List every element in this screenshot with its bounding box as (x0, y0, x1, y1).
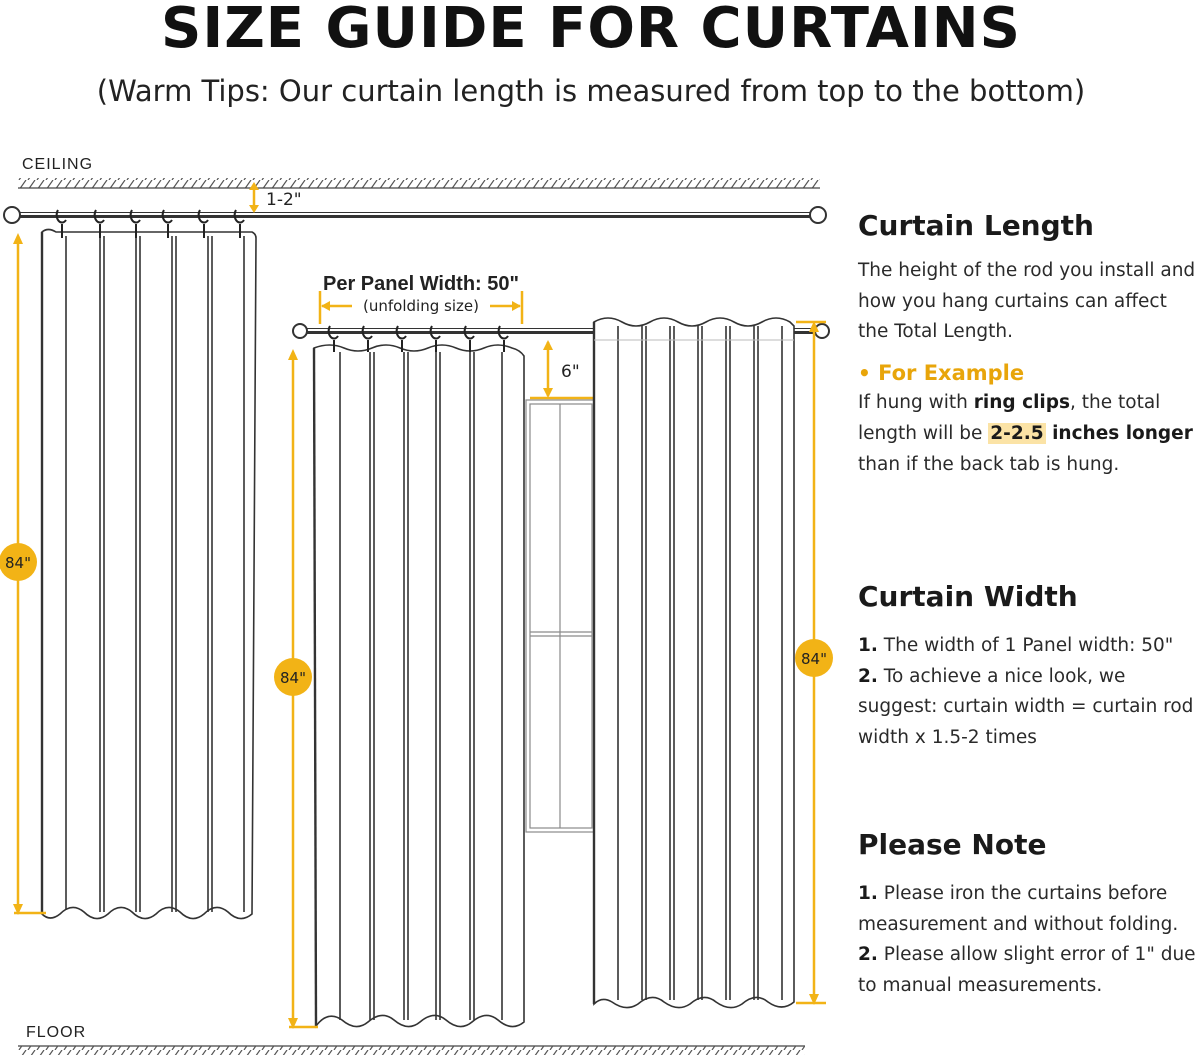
example-mid: , the total length will be (858, 392, 1161, 444)
upper-curtain-rod (4, 207, 826, 223)
example-highlight: 2-2.5 (990, 422, 1044, 444)
curtain-width-item (858, 631, 1200, 662)
example-label-row (858, 358, 1200, 388)
note-item (858, 879, 1200, 940)
middle-length-dimension (274, 349, 318, 1029)
please-note-heading: Please Note (858, 828, 1047, 861)
left-length-label: 84" (5, 554, 31, 572)
item-number: 1. (858, 883, 878, 904)
middle-curtain (314, 345, 524, 1027)
curtain-length-heading: Curtain Length (858, 209, 1094, 242)
item-text: Please iron the curtains before measurement and without folding. (858, 883, 1179, 935)
note-item (858, 940, 1200, 1001)
item-number: 2. (858, 944, 878, 966)
curtain-length-section (858, 209, 1200, 480)
page-title: SIZE GUIDE FOR CURTAINS (161, 0, 1021, 61)
item-number: 1. (858, 635, 878, 656)
curtain-width-heading: Curtain Width (858, 580, 1078, 613)
bullet-icon: • (858, 361, 871, 386)
example-pre: If hung with (858, 392, 974, 414)
ceiling-hatch (18, 178, 820, 188)
example-label: For Example (878, 361, 1025, 386)
floor-hatch (18, 1046, 805, 1055)
left-curtain (42, 230, 256, 919)
page-subtitle: (Warm Tips: Our curtain length is measured from top to the bottom) (96, 74, 1086, 108)
ceiling-label: CEILING (22, 156, 94, 173)
gap-label: 1-2" (266, 190, 302, 210)
example-text (858, 388, 1200, 480)
curtain-length-text: The height of the rod you install and how you hang curtains can affect the Total Length. (858, 260, 1196, 343)
middle-length-label: 84" (280, 669, 306, 687)
panel-width-label: Per Panel Width: 50" (322, 273, 520, 295)
example-post: than if the back tab is hung. (858, 453, 1120, 475)
please-note-section (858, 828, 1200, 1002)
unfolding-label: (unfolding size) (363, 297, 479, 315)
floor-label: FLOOR (26, 1024, 87, 1041)
window (526, 400, 596, 832)
example-inches-longer: inches longer (1045, 422, 1193, 444)
left-length-dimension (0, 233, 46, 915)
right-length-label: 84" (801, 650, 827, 668)
offset-label: 6" (561, 362, 580, 382)
item-text: Please allow slight error of 1" due to manual measurements. (858, 944, 1196, 997)
item-text: To achieve a nice look, we suggest: curtain width = curtain rod width x 1.5-2 times (858, 665, 1194, 749)
item-text: The width of 1 Panel width: 50" (883, 635, 1174, 656)
example-ring-clips: ring clips (973, 392, 1071, 414)
right-curtain (594, 318, 794, 1008)
item-number: 2. (858, 665, 878, 687)
curtain-width-item (858, 662, 1200, 754)
curtain-width-section (858, 580, 1200, 754)
